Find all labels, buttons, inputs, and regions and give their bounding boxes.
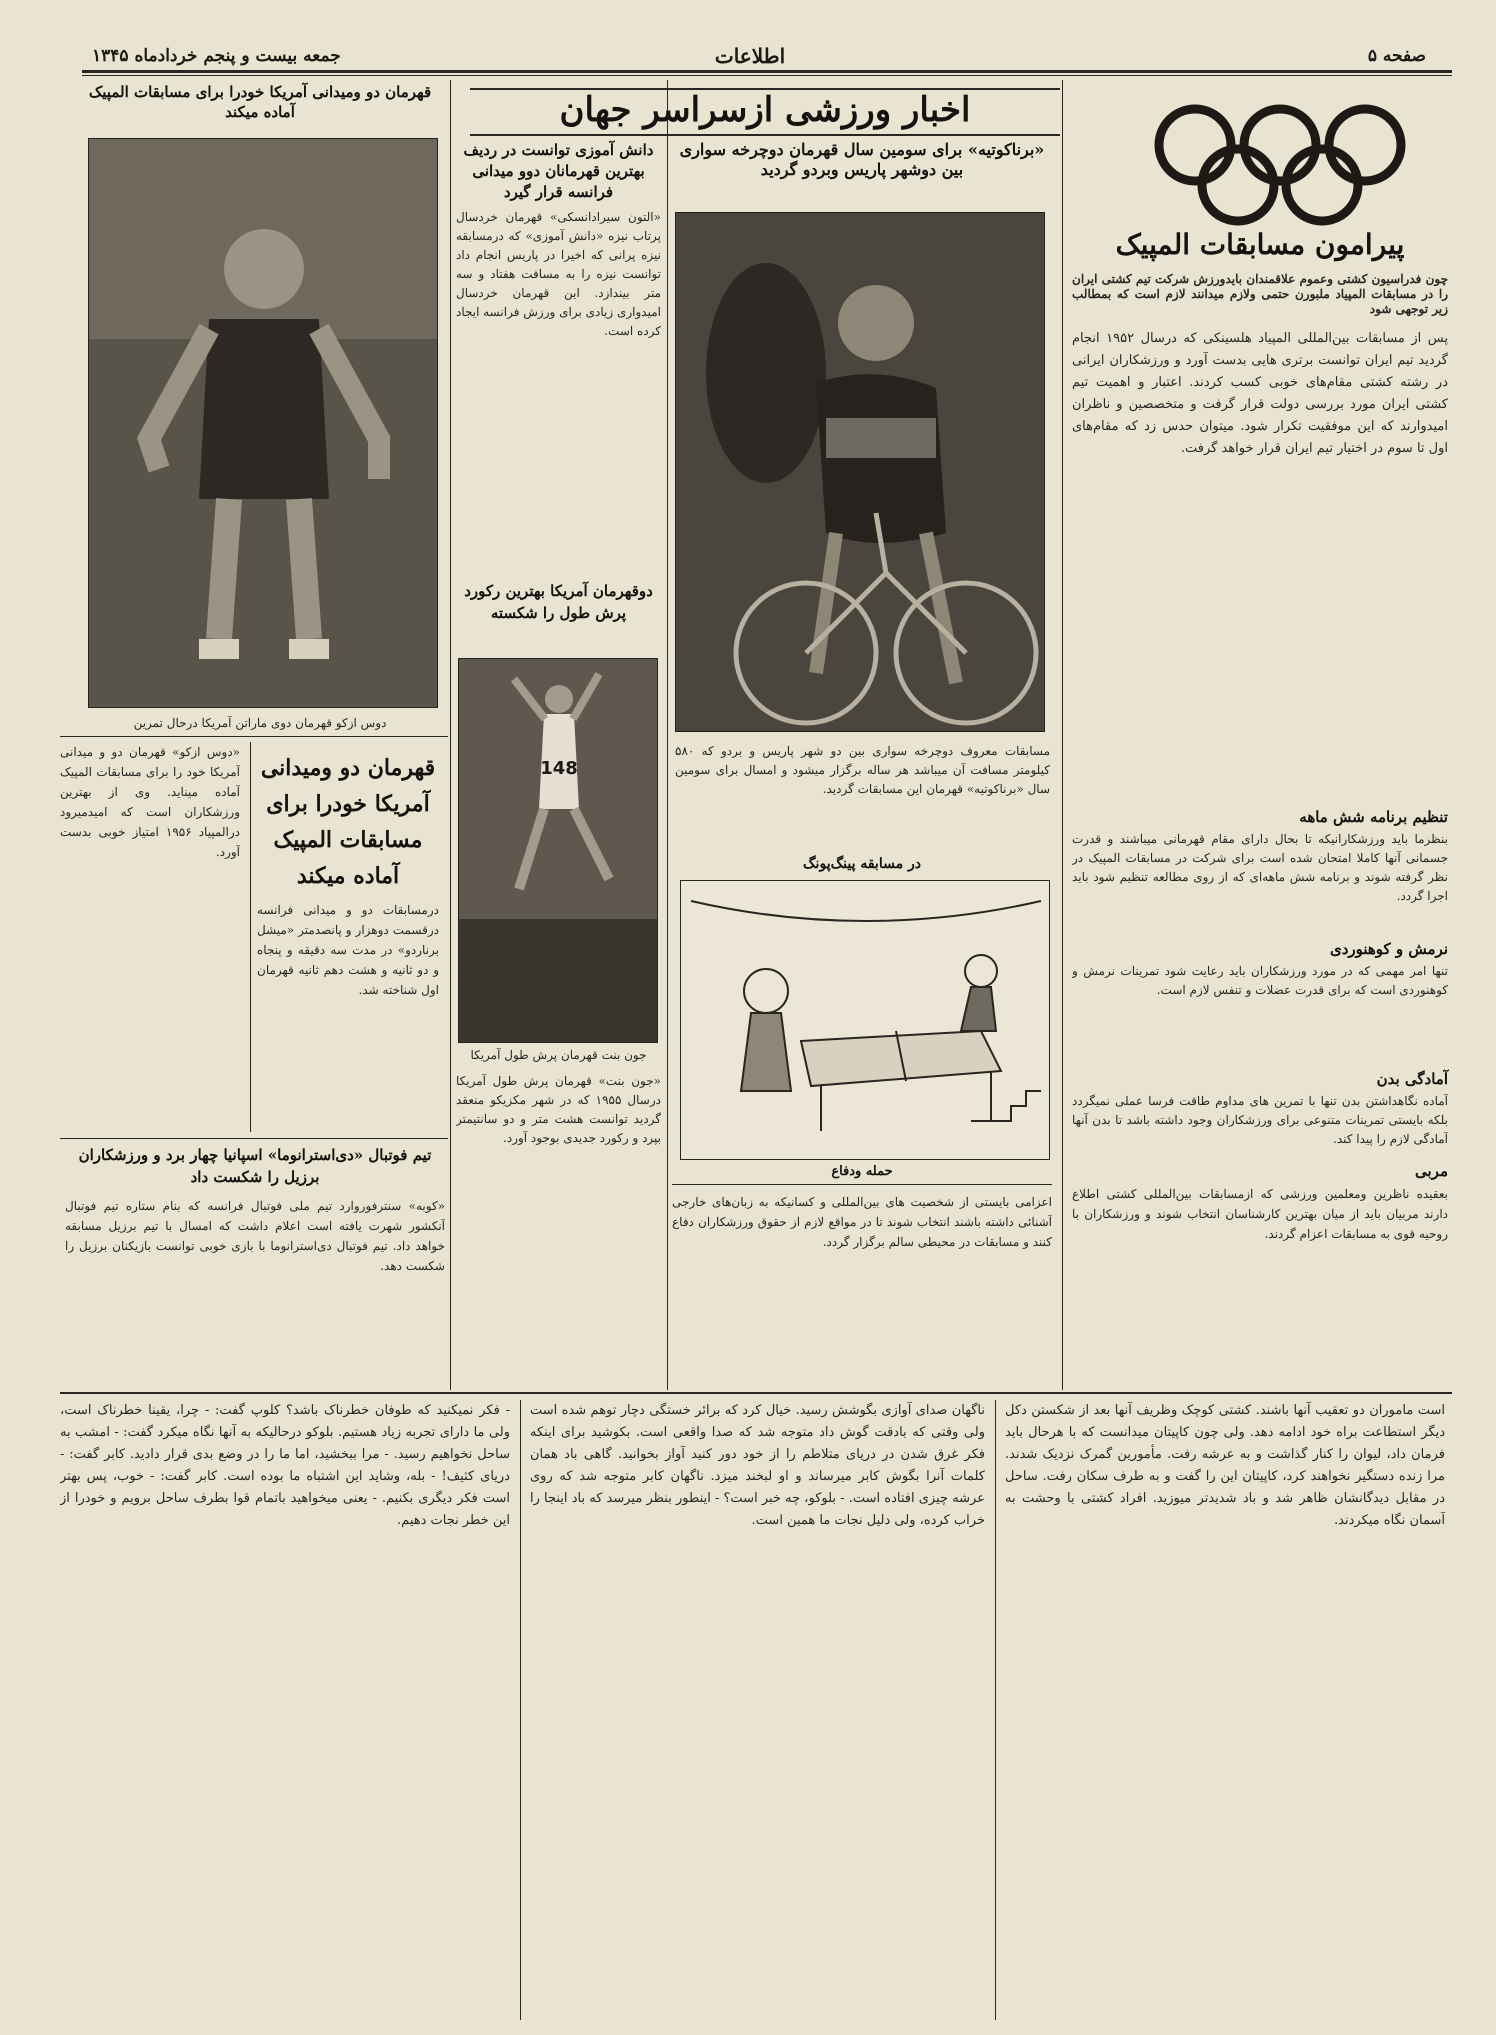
football-rule: [60, 1138, 448, 1139]
athlete-illustration: [89, 139, 438, 708]
olympics-body-2: بنظرما باید ورزشکارانیکه تا بحال دارای مقام قهرمانی میباشند و قدرت جسمانی آنها کاملا امتحان شده است برای شرکت در مسابقات المپیک در نظر گرفته شوند و برنامه شش ماهه‌ای که از روی مطالعه تنظیم شود باید اجرا گردد.: [1072, 832, 1448, 903]
svg-text:148: 148: [540, 758, 578, 779]
cyclist-photo: [675, 212, 1045, 732]
page-number: صفحه ۵: [1367, 46, 1426, 66]
story-rule-top: [60, 1392, 1452, 1394]
long-jumper-caption: جون بنت قهرمان پرش طول آمریکا: [470, 1048, 647, 1062]
olympics-intro: چون فدراسیون کشتی وعموم علاقمندان بایدورزش شرکت تیم کشتی ایران را در مسابقات المپیاد ملبورن حتمی ولازم میدانند لازم است که بمطالب زیر توجهی شود: [1072, 272, 1448, 316]
story-column-1: است ماموران دو تعقیب آنها باشند. کشتی کوچک وظریف آنها بعد از شکستن دکل دیگر استطاعت براه خود ادامه دهد. ولی چون کاپیتان میدانست که با هرحال باید فرمان داد، لیوان را کنار گذاشت و به عرشه رفت. مأمورین گمرک نزدیک شدند. مرا زنده دستگیر نخواهند کرد، کاپیتان این را گفت و به طرف سکان رفت. ساحل در مقابل دیدگانشان ظاهر شد و باد شدیدتر میوزید. افراد کشتی با وحشت به آسمان نگاه میکردند.: [1005, 1403, 1445, 1528]
long-jumper-photo: [458, 658, 658, 1043]
world-sports-banner: اخبار ورزشی ازسراسر جهان: [559, 90, 971, 130]
subhead-six-month-plan: تنظیم برنامه شش ماهه: [1299, 808, 1448, 826]
cartoon-illustration: [681, 881, 1051, 1161]
center-bottom-body: اعزامی بایستی از شخصیت های بین‌المللی و کسانیکه به زبان‌های خارجی آشنائی داشته باشند انتخاب شوند تا در مواقع لازم از حقوق ورزشکاران دفاع کنند و مسابقات در محیطی سالم برگزار گردد.: [672, 1195, 1052, 1249]
olympics-body-1: پس از مسابقات بین‌المللی المپیاد هلسینکی که درسال ۱۹۵۲ انجام گردید تیم ایران توانست برتری هایی بدست آورد و ورزشکاران ایرانی در رشته کشتی مقام‌های خوبی کسب کردند. اعتبار و اهمیت تیم کشتی ایران مورد بررسی دولت قرار گرفت و متخصصین و ناظران امیدوارند که این موفقیت تکرار شود. میتوان حدس زد که مقام‌های اول تا سوم در اختیار تیم ایران قرار خواهد گرفت.: [1072, 331, 1448, 456]
banner-rule-bottom: [470, 134, 1060, 136]
athlete-box-body: درمسابقات دو و میدانی فرانسه درقسمت دوهزار و پانصدمتر «میشل برناردو» در مدت سه دقیقه و پنجاه و دو ثانیه و هشت دهم ثانیه قهرمان اول شناخته شد.: [257, 903, 439, 997]
ping-pong-title: در مسابقه پینگ‌پونگ: [803, 856, 921, 872]
athlete-box: [250, 742, 445, 1132]
paper-name: اطلاعات: [714, 44, 786, 68]
subhead-fitness: آمادگی بدن: [1376, 1070, 1448, 1088]
athlete-box-headline: قهرمان دو ومیدانی آمریکا خودرا برای مسابقات المپیک آماده میکند: [260, 755, 436, 889]
divider-right: [1062, 80, 1063, 1390]
story-divider-2: [520, 1400, 521, 2020]
story-column-3: - فکر نمیکنید که طوفان خطرناک باشد؟ کلوپ گفت: - چرا، یقینا خطرناک است، ولی ما دارای تجربه زیاد هستیم. بلوکو درحالیکه به آنها نگاه میکرد گفت: - امشب به ساحل نخواهیم رسید. - مرا ببخشید، اما ما را در وضع بدی قرار دادید. کابر گفت: - دریای کثیف! - بله، وشاید این اشتباه ما بوده است. کابر گفت: - خوب، پس بهتر است فکر دیگری بکنیم. - یعنی میخواهید باتمام قوا بطرف ساحل برویم و خودرا از این خطر نجات دهیم.: [60, 1403, 510, 1528]
divider-middle-left: [450, 80, 451, 1390]
long-jump-body: «جون بنت» قهرمان پرش طول آمریکا درسال ۱۹۵۵ که در شهر مکزیکو منعقد گردید توانست هشت متر و دو سانتیمتر بپرد و رکورد جدیدی بوجود آورد.: [456, 1074, 661, 1145]
olympics-headline: پیرامون مسابقات المپیک: [1115, 228, 1405, 261]
olympics-body-3: تنها امر مهمی که در مورد ورزشکاران باید رعایت شود تمرینات نرمش و کوهنوردی است که برای قدرت عضلات و تنفس لازم است.: [1072, 964, 1448, 997]
long-jump-headline: دوقهرمان آمریکا بهترین رکورد پرش طول را شکسته: [464, 582, 653, 622]
football-body: «کوبه» سنترفوروارد تیم ملی فوتبال فرانسه که بنام ستاره تیم فوتبال آنکشور شهرت یافته است اعلام داشت که امسال با تیم برزیل مسابقه خواهد داد. تیم فوتبال دی‌استرانوما با بازی خوبی توانست بازیکنان برزیل را شکست دهد.: [65, 1199, 445, 1273]
student-body: «التون سیرادانسکی» قهرمان خردسال پرتاب نیزه «دانش آموزی» که درمسابقه نیزه پرانی که اخیرا در پاریس انجام داد توانست نیزه را به مسافت هفتاد و سه متر بیندازد. این قهرمان خردسال امیدواری زیادی برای ورزش فرانسه ایجاد کرده است.: [456, 210, 661, 338]
divider-center-left: [667, 80, 668, 1390]
subhead-stretching: نرمش و کوهنوردی: [1329, 940, 1448, 958]
cycling-body: مسابقات معروف دوچرخه سواری بین دو شهر پاریس و بردو که ۵۸۰ کیلومتر مسافت آن میباشد هر ساله برگزار میشود و امسال برای سومین سال «برناکوتیه» قهرمان این مسابقات گردید.: [675, 744, 1050, 796]
athlete-caption: دوس ازکو قهرمان دوی ماراتن آمریکا درحال تمرین: [133, 716, 387, 730]
football-headline: تیم فوتبال «دی‌استرانوما» اسپانیا چهار برد و ورزشکاران برزیل را شکست داد: [78, 1146, 432, 1186]
story-divider-1: [995, 1400, 996, 2020]
cartoon-rule: [672, 1184, 1052, 1185]
long-jumper-illustration: [459, 659, 658, 1043]
story-column-2: ناگهان صدای آوازی بگوشش رسید. خیال کرد که برائر خستگی دچار توهم شده است ولی وقتی که بادقت گوش داد متوجه شد که صدا واقعی است. بکوشید برای اینکه فکر غرق شدن در دریای متلاطم را از خود دور کنید آواز بخوانید. گاهی باد همان کلمات آنرا بگوش کابر میرساند و او لبخند میزد. ناگهان کابر متوجه شد که روی عرشه چیزی افتاده است. - بلوکو، چه خبر است؟ - اینطور بنظر میرسد که باد اینجا را خراب کرده، ولی دلیل نجات ما همین است.: [530, 1403, 985, 1528]
athlete-side-body: «دوس ازکو» قهرمان دو و میدانی آمریکا خود را برای مسابقات المپیک آماده میناید. وی از بهترین ورزشکاران است که امیدمیرود درالمپیاد ۱۹۵۶ امتیاز خوبی بدست آورد.: [60, 745, 240, 859]
athlete-headline: قهرمان دو ومیدانی آمریکا خودرا برای مسابقات المپیک آماده میکند: [88, 83, 432, 121]
olympic-rings-icon: [1150, 100, 1410, 230]
student-headline: دانش آموزی توانست در ردیف بهترین قهرمانان دوو میدانی فرانسه قرار گیرد: [463, 141, 654, 201]
left-caption-rule: [60, 736, 448, 737]
cartoon-caption: حمله ودفاع: [831, 1164, 893, 1179]
subhead-coach: مربی: [1415, 1162, 1448, 1180]
ping-pong-cartoon: [680, 880, 1050, 1160]
issue-date: جمعه بیست و پنجم خردادماه ۱۳۴۵: [92, 46, 341, 66]
masthead-rule-thin: [82, 75, 1452, 76]
cyclist-illustration: [676, 213, 1045, 732]
olympics-body-5: بعقیده ناظرین ومعلمین ورزشی که ازمسابقات بین‌المللی کشتی اطلاع دارند مربیان باید از میان بهترین کارشناسان انتخاب شوند و ورزشکاران با روحیه قوی به مسابقات اعزام گردند.: [1072, 1187, 1448, 1241]
athlete-photo: [88, 138, 438, 708]
cycling-headline: «برناکوتیه» برای سومین سال قهرمان دوچرخه سواری بین دوشهر پاریس وبردو گردید: [679, 140, 1045, 179]
masthead-rule: [82, 70, 1452, 73]
olympics-body-4: آماده نگاهداشتن بدن تنها با تمرین های مداوم طاقت فرسا عملی نمیگردد بلکه بایستی تمرینات متنوعی برای ورزشکاران وجود داشته باشد تا بدن آنها آمادگی لازم را پیدا کند.: [1072, 1094, 1448, 1146]
